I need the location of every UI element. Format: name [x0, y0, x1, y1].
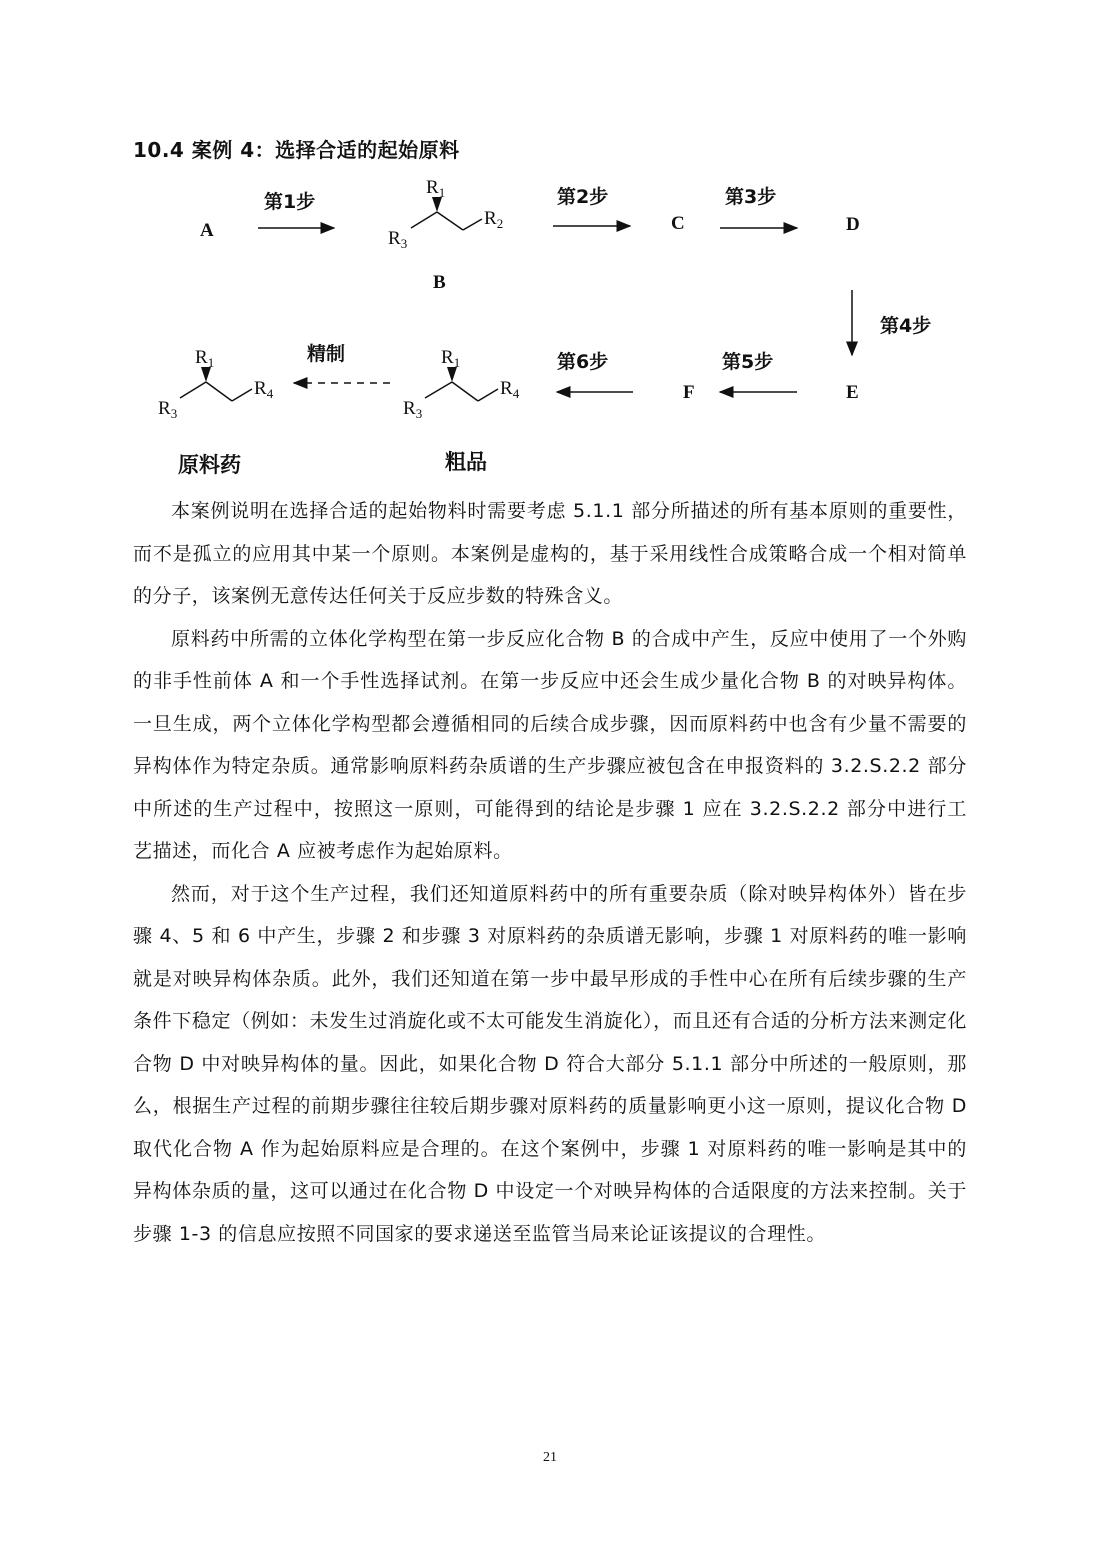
- step-3-label: 第3步: [725, 186, 777, 208]
- svg-text:R2: $R_2$: [484, 208, 504, 231]
- compound-c: C: [671, 213, 685, 234]
- svg-text:R1: $R_1$: [426, 177, 446, 200]
- section-heading: 10.4 案例 4：选择合适的起始原料: [133, 138, 460, 162]
- svg-text:R1: $R_1$: [441, 347, 461, 370]
- crude-product-structure: [403, 347, 520, 421]
- svg-text:R3: $R_3$: [403, 398, 423, 421]
- reaction-scheme: [0, 0, 1100, 500]
- svg-text:R4: $R_4$: [500, 378, 520, 401]
- compound-a: A: [200, 220, 214, 241]
- body-text: [133, 490, 967, 1255]
- paragraph-2: 原料药中所需的立体化学构型在第一步反应化合物 B 的合成中产生，反应中使用了一个外购的非手性前体 A 和一个手性选择试剂。在第一步反应中还会生成少量化合物 B 的对映异构体。一旦生成，两个立体化学构型都会遵循相同的后续合成步骤，因而原料药中也含有少量不需要的异构体作为特定杂质。通常影响原料药杂质谱的生产步骤应被包含在申报资料的 3.2.S.2.2 部分中所述的生产过程中，按照这一原则，可能得到的结论是步骤 1 应在 3.2.S.2.2 部分中进行工艺描述，而化合 A 应被考虑作为起始原料。: [133, 627, 968, 862]
- step-6-label: 第6步: [557, 351, 609, 373]
- refine-label: 精制: [307, 343, 346, 365]
- svg-text:R4: $R_4$: [254, 378, 274, 401]
- compound-b: B: [433, 272, 446, 293]
- step-1-label: 第1步: [264, 191, 316, 213]
- page-number: 21: [543, 1450, 557, 1465]
- step-5-label: 第5步: [722, 351, 774, 373]
- crude-caption: 粗品: [445, 450, 487, 474]
- step-2-label: 第2步: [557, 186, 609, 208]
- compound-e: E: [846, 382, 859, 403]
- compound-f: F: [683, 382, 695, 403]
- compound-b-structure: [388, 177, 503, 251]
- api-structure: [158, 347, 274, 421]
- paragraph-3: 然而，对于这个生产过程，我们还知道原料药中的所有重要杂质（除对映异构体外）皆在步骤 4、5 和 6 中产生，步骤 2 和步骤 3 对原料药的杂质谱无影响，步骤 1 对原料药的唯一影响就是对映异构体杂质。此外，我们还知道在第一步中最早形成的手性中心在所有后续步骤的生产条件下稳定（例如：未发生过消旋化或不太可能发生消旋化），而且还有合适的分析方法来测定化合物 D 中对映异构体的量。因此，如果化合物 D 符合大部分 5.1.1 部分中所述的一般原则，那么，根据生产过程的前期步骤往往较后期步骤对原料药的质量影响更小这一原则，提议化合物 D 取代化合物 A 作为起始原料应是合理的。在这个案例中，步骤 1 对原料药的唯一影响是其中的异构体杂质的量，这可以通过在化合物 D 中设定一个对映异构体的合适限度的方法来控制。关于步骤 1-3 的信息应按照不同国家的要求递送至监管当局来论证该提议的合理性。: [133, 882, 967, 1245]
- step-4-label: 第4步: [880, 315, 932, 337]
- paragraph-1: 本案例说明在选择合适的起始物料时需要考虑 5.1.1 部分所描述的所有基本原则的重要性，而不是孤立的应用其中某一个原则。本案例是虚构的，基于采用线性合成策略合成一个相对简单的分子，该案例无意传达任何关于反应步数的特殊含义。: [133, 500, 967, 607]
- api-caption: 原料药: [178, 453, 241, 477]
- svg-text:R3: $R_3$: [158, 398, 178, 421]
- svg-text:R1: $R_1$: [195, 347, 215, 370]
- svg-text:R3: $R_3$: [388, 228, 408, 251]
- compound-d: D: [846, 214, 860, 235]
